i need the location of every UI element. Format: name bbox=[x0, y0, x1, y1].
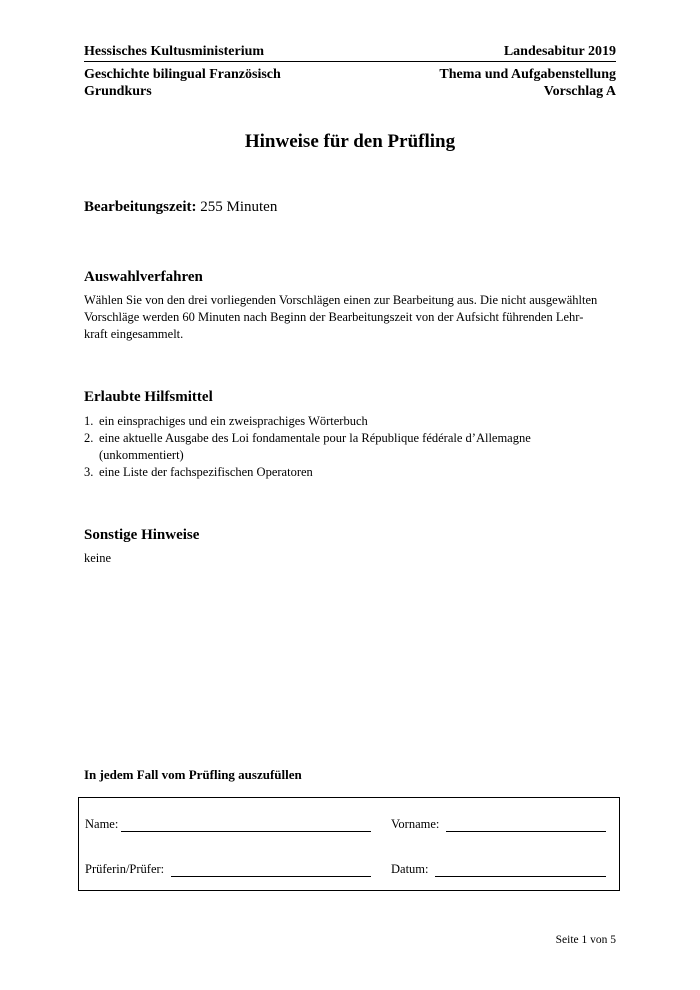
selection-paragraph bbox=[84, 292, 624, 343]
topic-label: Thema und Aufgabenstellung bbox=[439, 67, 616, 82]
exam-year: Landesabitur 2019 bbox=[503, 44, 616, 59]
selection-line: Vorschläge werden 60 Minuten nach Beginn der Bearbeitungszeit von der Aufsicht führenden Lehr- bbox=[84, 310, 584, 324]
page-number: Seite 1 von 5 bbox=[555, 934, 616, 946]
ministry-name: Hessisches Kultusministerium bbox=[84, 44, 265, 59]
firstname-input-line[interactable] bbox=[446, 831, 606, 832]
date-label: Datum: bbox=[391, 862, 429, 876]
course-level: Grundkurs bbox=[84, 84, 152, 99]
name-label: Name: bbox=[85, 817, 119, 831]
aids-heading: Erlaubte Hilfsmittel bbox=[84, 389, 213, 405]
examiner-input-line[interactable] bbox=[171, 876, 371, 877]
proposal-label: Vorschlag A bbox=[543, 84, 616, 99]
list-item bbox=[84, 413, 624, 430]
other-text: keine bbox=[84, 551, 112, 565]
list-item-text: eine aktuelle Ausgabe des Loi fondamentale pour la République fédérale d’Allemagne bbox=[99, 431, 531, 445]
list-item-text: ein einsprachiges und ein zweisprachiges Wörterbuch bbox=[99, 414, 368, 428]
firstname-label: Vorname: bbox=[391, 817, 440, 831]
aids-list bbox=[84, 413, 624, 481]
processing-time-value: 255 Minuten bbox=[200, 199, 278, 215]
student-info-form bbox=[78, 797, 620, 891]
examiner-label: Prüferin/Prüfer: bbox=[85, 862, 165, 876]
list-item-number: 3. bbox=[84, 465, 94, 479]
list-item bbox=[84, 430, 624, 464]
list-item bbox=[84, 464, 624, 481]
list-item-text: (unkommentiert) bbox=[99, 448, 184, 462]
selection-line: kraft eingesammelt. bbox=[84, 327, 184, 341]
selection-heading: Auswahlverfahren bbox=[84, 269, 203, 285]
list-item-number: 2. bbox=[84, 431, 94, 445]
date-input-line[interactable] bbox=[435, 876, 606, 877]
processing-time-label: Bearbeitungszeit: bbox=[84, 199, 197, 215]
list-item-number: 1. bbox=[84, 414, 94, 428]
header-divider bbox=[84, 61, 616, 62]
list-item-text: eine Liste der fachspezifischen Operatoren bbox=[99, 465, 313, 479]
form-heading: In jedem Fall vom Prüfling auszufüllen bbox=[84, 767, 302, 782]
subject: Geschichte bilingual Französisch bbox=[84, 67, 281, 82]
other-heading: Sonstige Hinweise bbox=[84, 527, 200, 543]
page-title: Hinweise für den Prüfling bbox=[244, 131, 456, 152]
selection-line: Wählen Sie von den drei vorliegenden Vorschlägen einen zur Bearbeitung aus. Die nicht ausgewählten bbox=[84, 293, 598, 307]
processing-time bbox=[84, 199, 277, 216]
name-input-line[interactable] bbox=[121, 831, 371, 832]
